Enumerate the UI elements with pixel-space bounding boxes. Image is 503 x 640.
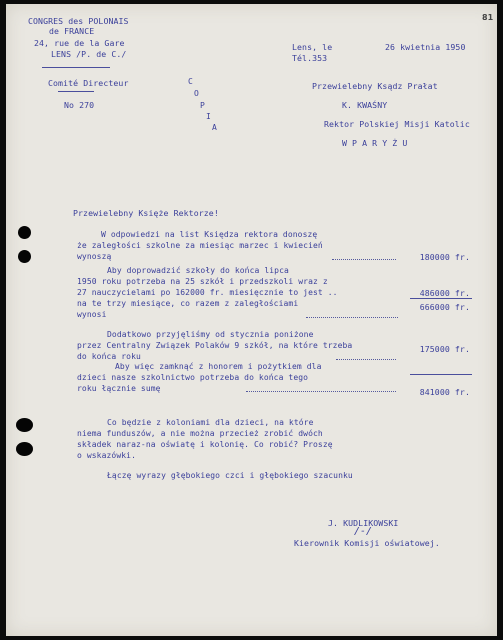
telephone: Tél.353 xyxy=(292,53,328,63)
sender-city: LENS /P. de C./ xyxy=(51,49,127,59)
p5-line-2: niema funduszów, a nie można przecież zrobić dwóch xyxy=(77,429,323,438)
p2-line-2: 1950 roku potrzeba na 25 szkół i przedszkoli wraz z xyxy=(77,277,328,286)
salutation: Przewielebny Księże Rektorze! xyxy=(73,208,219,218)
total-rule xyxy=(410,374,472,375)
copia-letter-p: P xyxy=(200,101,205,110)
document-page xyxy=(6,4,497,636)
sender-line-2: de FRANCE xyxy=(49,26,95,36)
signature-mark: /-/ xyxy=(354,526,373,537)
closing-line: Łączę wyrazy głębokiego czci i głębokiego szacunku xyxy=(107,471,353,480)
punch-hole xyxy=(16,418,33,432)
p2-line-5: wynosi xyxy=(77,310,107,319)
p2-line-1: Aby doprowadzić szkoły do końca lipca xyxy=(107,266,289,275)
recipient-title: Rektor Polskiej Misji Katolic xyxy=(324,119,470,129)
sender-line-1: CONGRES des POLONAIS xyxy=(28,16,129,26)
p1-line-3: wynoszą xyxy=(77,252,112,261)
p3-line-1: Dodatkowo przyjęliśmy od stycznia poniżone xyxy=(107,330,314,339)
page-number: 81 xyxy=(482,13,494,22)
leader-dots xyxy=(332,259,396,260)
p5-line-4: o wskazówki. xyxy=(77,451,136,460)
p2-line-4: na te trzy miesiące, co razem z zaległościami xyxy=(77,299,299,308)
recipient-name: K. KWAŚNY xyxy=(342,100,388,110)
p1-line-2: że zaległości szkolne za miesiąc marzec i kwiecień xyxy=(77,241,323,250)
p1-line-1: W odpowiedzi na list Księdza rektora donoszę xyxy=(101,230,318,239)
copia-letter-i: I xyxy=(206,112,211,121)
p4-line-3: roku łącznie sumę xyxy=(77,384,161,393)
punch-hole xyxy=(18,226,31,239)
recipient-city: W P A R Y Ż U xyxy=(342,138,408,148)
p4-line-2: dzieci nasze szkolnictwo potrzeba do końca tego xyxy=(77,373,309,382)
reference-number: No 270 xyxy=(64,100,95,110)
copia-letter-a: A xyxy=(212,123,217,132)
punch-hole xyxy=(16,442,33,456)
p3-line-3: do końca roku xyxy=(77,352,141,361)
p4-line-1: Aby więc zamknąć z honorem i pożytkiem dla xyxy=(115,362,322,371)
recipient-line-1: Przewielebny Ksądz Prałat xyxy=(312,81,438,91)
amount-1: 180000 fr. xyxy=(419,252,470,262)
place: Lens, le xyxy=(292,42,333,52)
sender-committee: Comité Directeur xyxy=(48,78,129,88)
sum-rule xyxy=(410,298,472,299)
leader-dots xyxy=(306,317,398,318)
amount-2: 486000 fr. xyxy=(419,288,470,298)
punch-hole xyxy=(18,250,31,263)
signatory-name: J. KUDLIKOWSKI xyxy=(328,518,399,528)
amount-3: 666000 fr. xyxy=(419,302,470,312)
p3-line-2: przez Centralny Związek Polaków 9 szkół, na które trzeba xyxy=(77,341,353,350)
leader-dots xyxy=(336,359,396,360)
amount-total: 841000 fr. xyxy=(419,387,470,397)
reference-divider xyxy=(58,91,94,92)
p5-line-1: Co będzie z koloniami dla dzieci, na które xyxy=(107,418,314,427)
sender-address: 24, rue de la Gare xyxy=(34,38,125,48)
signatory-title: Kierownik Komisji oświatowej. xyxy=(294,538,440,548)
date: 26 kwietnia 1950 xyxy=(385,42,466,52)
p5-line-3: składek naraz-na oświatę i kolonię. Co robić? Proszę xyxy=(77,440,333,449)
sender-divider xyxy=(42,67,110,68)
copia-letter-o: O xyxy=(194,89,199,98)
copia-letter-c: C xyxy=(188,77,193,86)
p2-line-3: 27 nauczycielami po 162000 fr. miesięcznie to jest .. xyxy=(77,288,338,297)
leader-dots xyxy=(246,391,396,392)
amount-4: 175000 fr. xyxy=(419,344,470,354)
